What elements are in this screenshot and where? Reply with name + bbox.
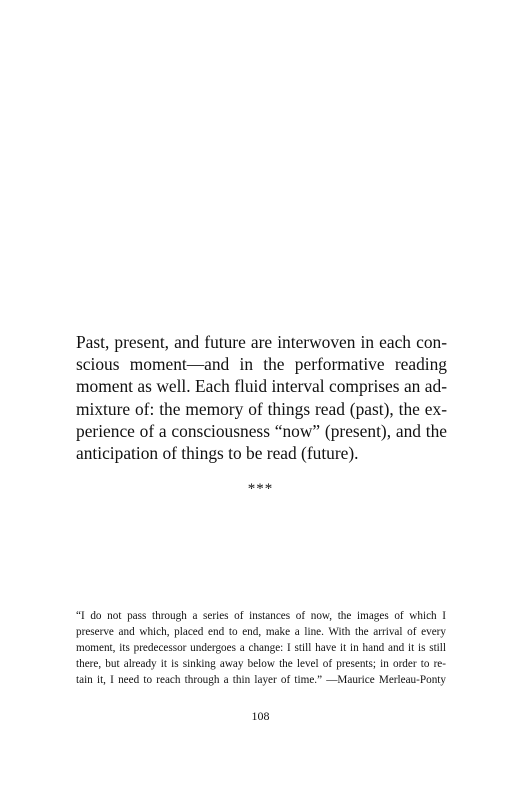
main-paragraph-line: mixture of: the memory of things read (past), the ex-: [76, 398, 447, 419]
main-paragraph-line: moment as well. Each fluid interval comprises an ad-: [76, 376, 447, 397]
quotation-line: moment, its predecessor undergoes a change: I still have it in hand and it is still: [76, 642, 446, 655]
main-paragraph-line: perience of a consciousness “now” (present), and the: [76, 420, 447, 441]
quotation-line: there, but already it is sinking away below the level of presents; in order to re-: [76, 658, 446, 671]
main-paragraph-line: Past, present, and future are interwoven in each con-: [76, 332, 447, 352]
main-paragraph-line: scious moment—and in the performative reading: [76, 354, 447, 375]
quotation: [76, 608, 446, 688]
quotation-line: “I do not pass through a series of instances of now, the images of which I: [76, 610, 446, 622]
main-paragraph-line: anticipation of things to be read (future).: [76, 443, 359, 464]
section-divider: ***: [247, 481, 274, 497]
main-paragraph: [76, 331, 447, 464]
quotation-line: preserve and which, placed end to end, make a line. With the arrival of every: [76, 626, 446, 639]
page-number: 108: [251, 709, 270, 723]
quotation-line: tain it, I need to reach through a thin layer of time.” —Maurice Merleau-Ponty: [76, 674, 446, 687]
